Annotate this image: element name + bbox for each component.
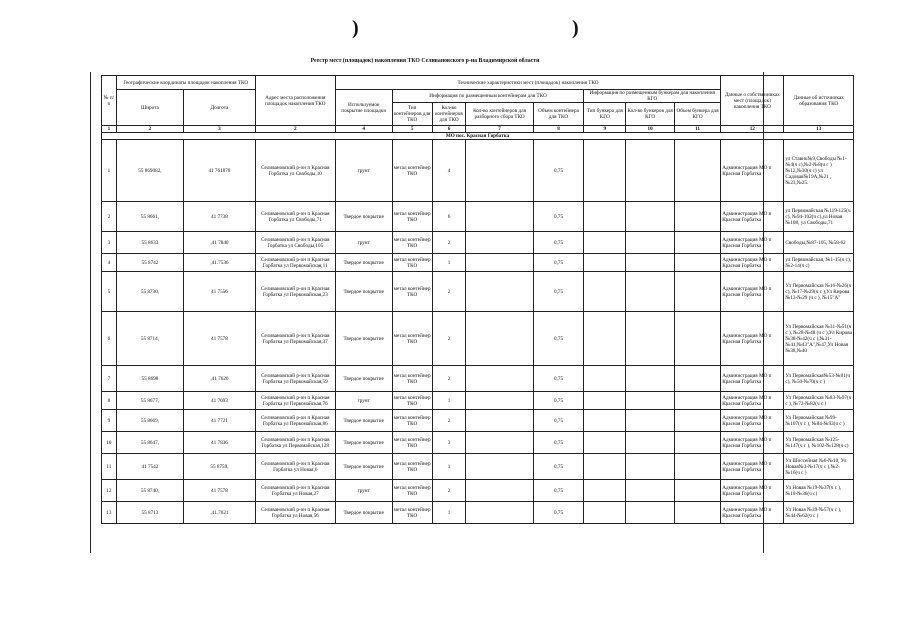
surface-cell: Твердое покрытие <box>335 410 392 432</box>
container-count-cell: 4 <box>432 140 466 202</box>
owner-cell: Администрация МО п Красная Горбатка <box>721 480 784 502</box>
container-count-cell: 1 <box>432 502 466 524</box>
longitude-cell: 41 7836 <box>184 432 256 454</box>
longitude-cell: 41 7738 <box>184 202 256 232</box>
owner-cell: Администрация МО п Красная Горбатка <box>721 410 784 432</box>
container-volume-cell: 0,75 <box>533 232 584 254</box>
header-bunk-type: Тип бункера для КГО <box>584 103 626 126</box>
column-number-row <box>102 126 854 133</box>
container-count-cell: 2 <box>432 410 466 432</box>
col-number: 9 <box>584 126 626 133</box>
col-number: 13 <box>784 126 854 133</box>
row-number: 3 <box>102 232 117 254</box>
table-row <box>102 480 854 502</box>
address-cell: Селивановский р-он п Красная Горбатка ул Первомайская,76 <box>255 392 335 410</box>
bunker-type-cell <box>584 432 626 454</box>
sources-cell: Ул Первомайская №125-№147(ч с ), №102-№128(ч с) <box>784 432 854 454</box>
bunker-type-cell <box>584 202 626 232</box>
header-sources: Данные об источниках образования ТКО <box>784 76 854 126</box>
header-bunk-volume: Объем бункера для КГО <box>674 103 720 126</box>
owner-cell: Администрация МО п Красная Горбатка <box>721 312 784 366</box>
row-number: 2 <box>102 202 117 232</box>
bunker-count-cell <box>626 272 674 312</box>
separate-count-cell <box>466 232 533 254</box>
longitude-cell: ,41.7536 <box>184 254 256 272</box>
container-type-cell: метал контейнер ТКО <box>392 232 432 254</box>
bunker-count-cell <box>626 502 674 524</box>
col-number: 1 <box>102 126 117 133</box>
bunker-type-cell <box>584 140 626 202</box>
owner-cell: Администрация МО п Красная Горбатка <box>721 232 784 254</box>
bunker-count-cell <box>626 202 674 232</box>
container-count-cell: 2 <box>432 366 466 392</box>
col-number: 3 <box>184 126 256 133</box>
container-count-cell: 2 <box>432 312 466 366</box>
container-type-cell: метал контейнер ТКО <box>392 254 432 272</box>
separate-count-cell <box>466 480 533 502</box>
container-count-cell: 1 <box>432 392 466 410</box>
latitude-cell: 55 8647, <box>116 432 183 454</box>
separate-count-cell <box>466 272 533 312</box>
separate-count-cell <box>466 140 533 202</box>
bunker-count-cell <box>626 312 674 366</box>
container-type-cell: метал контейнер ТКО <box>392 272 432 312</box>
separate-count-cell <box>466 432 533 454</box>
longitude-cell: 41 7721 <box>184 410 256 432</box>
header-surface: Используемое покрытие площадки <box>335 90 392 126</box>
bunker-count-cell <box>626 454 674 480</box>
address-cell: Селивановский р-он п Красная Горбатка ул Свободы,105 <box>255 232 335 254</box>
header-cont-sep: Кол-во контейнеров для разборного сбора ТКО <box>466 103 533 126</box>
container-volume-cell: 0,75 <box>533 202 584 232</box>
header-cont-type: Тип контейнеров для ТКО <box>392 103 432 126</box>
col-number: 7 <box>466 126 533 133</box>
longitude-cell: 55 8759, <box>184 454 256 480</box>
binder-hole-right: ) <box>572 17 579 39</box>
longitude-cell: 41 761878 <box>184 140 256 202</box>
bunker-volume-cell <box>674 312 720 366</box>
bunker-volume-cell <box>674 480 720 502</box>
row-number: 13 <box>102 502 117 524</box>
bunker-type-cell <box>584 366 626 392</box>
container-volume-cell: 0,75 <box>533 410 584 432</box>
row-number: 7 <box>102 366 117 392</box>
table-frame <box>90 72 852 553</box>
container-type-cell: метал контейнер ТКО <box>392 410 432 432</box>
sources-cell: Ул Первомайская №31-№51(ч с ), №28-№48 (ч с ),Ул Кирова №38-№42(ч с ),№31-№41,№43"А",№47,Ул Новая №38,№40 <box>784 312 854 366</box>
container-volume-cell: 0,75 <box>533 480 584 502</box>
latitude-cell: 55 8714, <box>116 312 183 366</box>
surface-cell: Твердое покрытие <box>335 432 392 454</box>
address-cell: Селивановский р-он п Красная Горбатка ул Первомайская,11 <box>255 254 335 272</box>
bunker-volume-cell <box>674 202 720 232</box>
header-num: № п/п <box>102 76 117 126</box>
col-number: 2 <box>116 126 183 133</box>
col-number: 8 <box>533 126 584 133</box>
row-number: 1 <box>102 140 117 202</box>
surface-cell: Твердое покрытие <box>335 502 392 524</box>
address-cell: Селивановский р-он п Красная Горбатка ул Свободы,10 <box>255 140 335 202</box>
container-count-cell: 2 <box>432 232 466 254</box>
container-volume-cell: 0,75 <box>533 366 584 392</box>
surface-cell: Твердое покрытие <box>335 366 392 392</box>
row-number: 11 <box>102 454 117 480</box>
separate-count-cell <box>466 254 533 272</box>
container-type-cell: метал контейнер ТКО <box>392 366 432 392</box>
address-cell: Селивановский р-он п Красная Горбатка ул Свободы,71 <box>255 202 335 232</box>
latitude-cell: 55 8698 <box>116 366 183 392</box>
container-type-cell: метал контейнер ТКО <box>392 454 432 480</box>
bunker-type-cell <box>584 254 626 272</box>
container-volume-cell: 0,75 <box>533 312 584 366</box>
owner-cell: Администрация МО п Красная Горбатка <box>721 140 784 202</box>
table-row <box>102 312 854 366</box>
container-volume-cell: 0,75 <box>533 502 584 524</box>
bunker-type-cell <box>584 232 626 254</box>
address-cell: Селивановский р-он п Красная Горбатка ул Новая,56 <box>255 502 335 524</box>
surface-cell: Твердое покрытие <box>335 312 392 366</box>
bunker-volume-cell <box>674 454 720 480</box>
container-type-cell: метал контейнер ТКО <box>392 392 432 410</box>
bunker-type-cell <box>584 410 626 432</box>
col-number: 11 <box>674 126 720 133</box>
col-number: 12 <box>721 126 784 133</box>
surface-cell: грунт <box>335 392 392 410</box>
address-cell: Селивановский р-он п Красная Горбатка ул Новая,6 <box>255 454 335 480</box>
bunker-volume-cell <box>674 432 720 454</box>
sources-cell: ул Первомайская, №1-15(ч с), №2-14(ч с) <box>784 254 854 272</box>
separate-count-cell <box>466 366 533 392</box>
header-owners: Данные о собственниках мест (площадок) накопления ТКО <box>721 76 784 126</box>
sources-cell: Ул Первомайская№53-№81(ч с), №50-№70(ч с ) <box>784 366 854 392</box>
bunker-volume-cell <box>674 272 720 312</box>
separate-count-cell <box>466 502 533 524</box>
bunker-volume-cell <box>674 140 720 202</box>
separate-count-cell <box>466 410 533 432</box>
row-number: 8 <box>102 392 117 410</box>
table-row <box>102 366 854 392</box>
bunker-count-cell <box>626 140 674 202</box>
table-row <box>102 202 854 232</box>
sources-cell: Ул Первомайская №16-№26(ч с), №17-№29(ч с ),Ул Кирова №13-№29 (ч с ), №15"А" <box>784 272 854 312</box>
sources-cell: Ул Шоссейная №6-№10, Ул Новая№3-№17(ч с ),№2-№16(ч с ) <box>784 454 854 480</box>
row-number: 4 <box>102 254 117 272</box>
sources-cell: Свободы,№87-105, №58-62 <box>784 232 854 254</box>
address-cell: Селивановский р-он п Красная Горбатка ул Первомайская,59 <box>255 366 335 392</box>
header-bunk-count: Кол-во бункеров для КГО <box>626 103 674 126</box>
table-row <box>102 232 854 254</box>
col-number: 5 <box>392 126 432 133</box>
bunker-count-cell <box>626 392 674 410</box>
sources-cell: ул Первомайская №119-125(ч с), №94-102(ч с),ул Новая №108, ул Свободы,71 <box>784 202 854 232</box>
address-cell: Селивановский р-он п Красная Горбатка ул Новая,27 <box>255 480 335 502</box>
table-row <box>102 272 854 312</box>
bunker-type-cell <box>584 454 626 480</box>
surface-cell: Твердое покрытие <box>335 202 392 232</box>
bunker-type-cell <box>584 502 626 524</box>
bunker-type-cell <box>584 480 626 502</box>
table-row <box>102 140 854 202</box>
header-containers: Информация по размещенным контейнерам для ТКО <box>392 90 584 103</box>
container-type-cell: метал контейнер ТКО <box>392 202 432 232</box>
longitude-cell: 41 7556 <box>184 272 256 312</box>
registry-table <box>101 75 854 524</box>
col-number: 4 <box>335 126 392 133</box>
container-count-cell: 2 <box>432 272 466 312</box>
longitude-cell: 41 7578 <box>184 480 256 502</box>
address-cell: Селивановский р-он п Красная Горбатка ул Первомайская,86 <box>255 410 335 432</box>
container-type-cell: метал контейнер ТКО <box>392 140 432 202</box>
header-address: Адрес места расположения площадок накопления ТКО <box>255 76 335 126</box>
container-count-cell: 1 <box>432 454 466 480</box>
separate-count-cell <box>466 454 533 480</box>
section-heading: МО пос. Красная Горбатка <box>102 133 854 140</box>
container-type-cell: метал контейнер ТКО <box>392 432 432 454</box>
owner-cell: Администрация МО п Красная Горбатка <box>721 202 784 232</box>
row-number: 6 <box>102 312 117 366</box>
longitude-cell: 41 7578 <box>184 312 256 366</box>
owner-cell: Администрация МО п Красная Горбатка <box>721 366 784 392</box>
header-cont-count: Кол-во контейнеров для ТКО <box>432 103 466 126</box>
bunker-volume-cell <box>674 392 720 410</box>
owner-cell: Администрация МО п Красная Горбатка <box>721 454 784 480</box>
latitude-cell: 55 8633 <box>116 232 183 254</box>
bunker-count-cell <box>626 366 674 392</box>
address-cell: Селивановский р-он п Красная Горбатка ул Первомайская,23 <box>255 272 335 312</box>
sources-cell: ул Ставно№9,Свободы №1-№4(ч с),№2-№8(ч с )№12,№30(ч с) ул Садовая№19А,№21 ,№23,№25. <box>784 140 854 202</box>
bunker-volume-cell <box>674 254 720 272</box>
container-volume-cell: 0,75 <box>533 140 584 202</box>
latitude-cell: 55 8677, <box>116 392 183 410</box>
owner-cell: Администрация МО п Красная Горбатка <box>721 392 784 410</box>
bunker-volume-cell <box>674 232 720 254</box>
col-number: 10 <box>626 126 674 133</box>
longitude-cell: ,41.7621 <box>184 502 256 524</box>
header-cont-volume: Объем контейнера для ТКО <box>533 103 584 126</box>
longitude-cell: ,41 7840 <box>184 232 256 254</box>
container-volume-cell: 0,75 <box>533 392 584 410</box>
owner-cell: Администрация МО п Красная Горбатка <box>721 502 784 524</box>
separate-count-cell <box>466 312 533 366</box>
surface-cell: грунт <box>335 232 392 254</box>
container-count-cell: 3 <box>432 432 466 454</box>
bunker-count-cell <box>626 254 674 272</box>
table-row <box>102 392 854 410</box>
container-count-cell: 1 <box>432 254 466 272</box>
container-count-cell: 2 <box>432 480 466 502</box>
header-lon: Долгота <box>184 90 256 126</box>
bunker-count-cell <box>626 232 674 254</box>
bunker-count-cell <box>626 480 674 502</box>
table-row <box>102 502 854 524</box>
latitude-cell: 55 8669, <box>116 410 183 432</box>
sources-cell: Ул Новая №39-№57(ч с ),№44-№62(ч с ) <box>784 502 854 524</box>
bunker-volume-cell <box>674 410 720 432</box>
sources-cell: Ул Первомайская №83-№97(ч с ), №72-№82(ч с ) <box>784 392 854 410</box>
row-number: 5 <box>102 272 117 312</box>
bunker-volume-cell <box>674 366 720 392</box>
bunker-type-cell <box>584 312 626 366</box>
latitude-cell: 55 869082, <box>116 140 183 202</box>
row-number: 9 <box>102 410 117 432</box>
container-type-cell: метал контейнер ТКО <box>392 312 432 366</box>
longitude-cell: ,41 7620 <box>184 366 256 392</box>
container-volume-cell: 0,75 <box>533 432 584 454</box>
row-number: 12 <box>102 480 117 502</box>
longitude-cell: 41 7693 <box>184 392 256 410</box>
latitude-cell: 41 7542 <box>116 454 183 480</box>
separate-count-cell <box>466 392 533 410</box>
table-row <box>102 432 854 454</box>
owner-cell: Администрация МО п Красная Горбатка <box>721 254 784 272</box>
surface-cell: Твердое покрытие <box>335 454 392 480</box>
sources-cell: Ул Новая №19-№37(ч с ),№18-№36(ч с) <box>784 480 854 502</box>
bunker-type-cell <box>584 392 626 410</box>
header-tech: Технические характеристики мест (площадок) накопления ТКО <box>335 76 720 90</box>
container-count-cell: 6 <box>432 202 466 232</box>
surface-cell: Твердое покрытие <box>335 254 392 272</box>
table-row <box>102 254 854 272</box>
surface-cell: грунт <box>335 480 392 502</box>
container-volume-cell: 0,75 <box>533 272 584 312</box>
binder-hole-left: ) <box>352 17 359 39</box>
separate-count-cell <box>466 202 533 232</box>
latitude-cell: 55 8713 <box>116 502 183 524</box>
col-number: 6 <box>432 126 466 133</box>
latitude-cell: 55 8742 <box>116 254 183 272</box>
sources-cell: Ул Первомайская №99-№107(ч с ), №84-№92(ч с ) <box>784 410 854 432</box>
address-cell: Селивановский р-он п Красная Горбатка ул Первомайская,37 <box>255 312 335 366</box>
bunker-count-cell <box>626 410 674 432</box>
table-row <box>102 454 854 480</box>
table-row <box>102 410 854 432</box>
surface-cell: Твердое покрытие <box>335 272 392 312</box>
container-volume-cell: 0,75 <box>533 254 584 272</box>
surface-cell: грунт <box>335 140 392 202</box>
header-geo: Географические координаты площадок накопления ТКО <box>116 76 255 90</box>
latitude-cell: 55 8730, <box>116 272 183 312</box>
bunker-count-cell <box>626 432 674 454</box>
document-title: Реестр мест (площадок) накопления ТКО Селивановского р-на Владимирской области <box>310 58 540 64</box>
container-type-cell: метал контейнер ТКО <box>392 480 432 502</box>
latitude-cell: 55 8661, <box>116 202 183 232</box>
container-volume-cell: 0,75 <box>533 454 584 480</box>
latitude-cell: 55 8740, <box>116 480 183 502</box>
header-lat: Широта <box>116 90 183 126</box>
container-type-cell: метал контейнер ТКО <box>392 502 432 524</box>
col-number: 2 <box>255 126 335 133</box>
bunker-type-cell <box>584 272 626 312</box>
header-bunkers: Информация по размещенным бункерам для накопления КГО <box>584 90 721 103</box>
address-cell: Селивановский р-он п Красная Горбатка ул Первомайская,128 <box>255 432 335 454</box>
row-number: 10 <box>102 432 117 454</box>
owner-cell: Администрация МО п Красная Горбатка <box>721 432 784 454</box>
owner-cell: Администрация МО п Красная Горбатка <box>721 272 784 312</box>
bunker-volume-cell <box>674 502 720 524</box>
